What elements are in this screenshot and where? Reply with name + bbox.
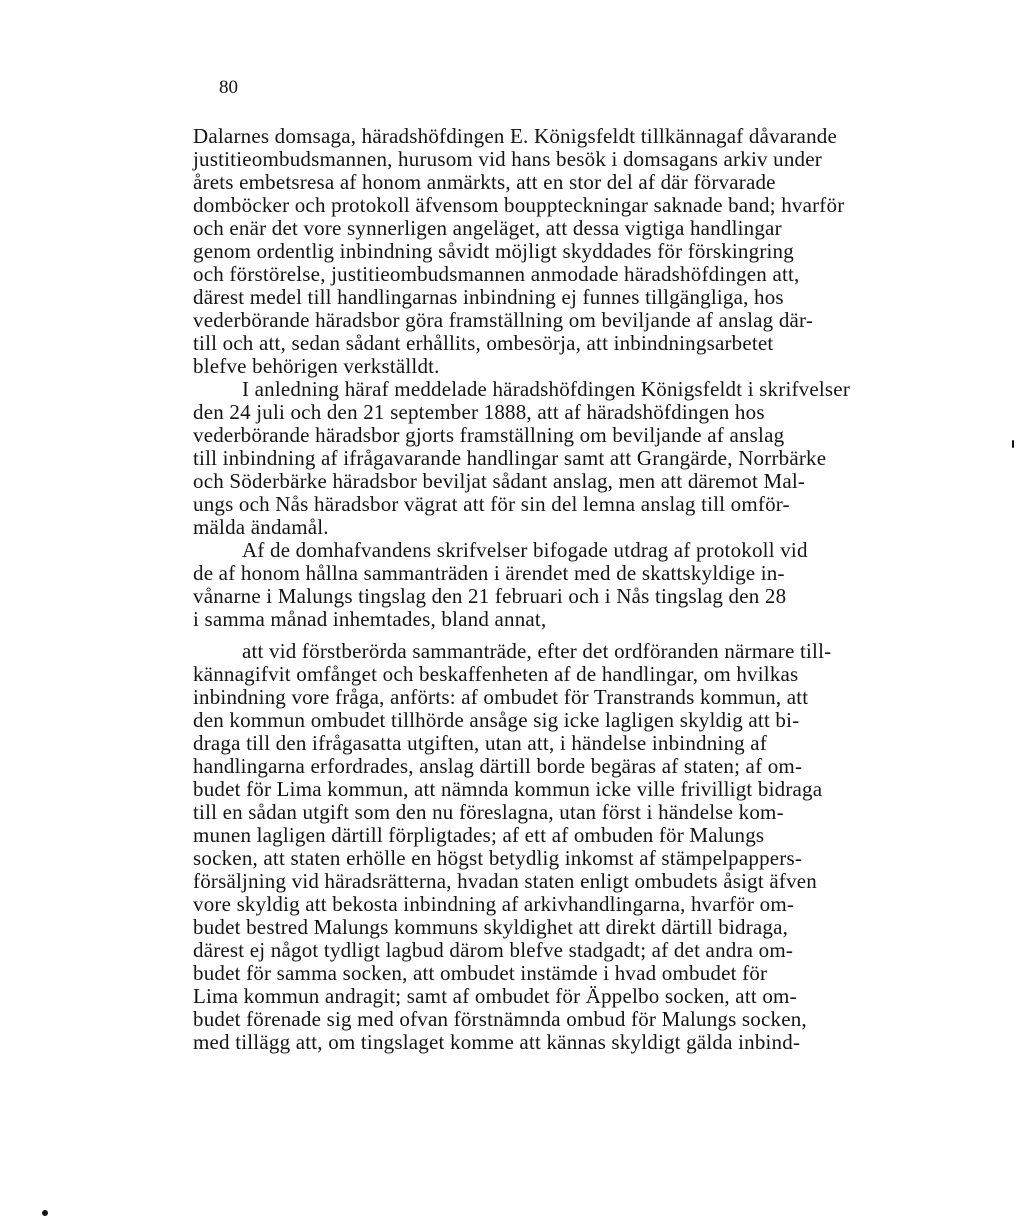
page-number: 80 [219, 77, 238, 98]
text-line: vederbörande häradsbor göra framställning om beviljande af anslag där- [193, 308, 814, 332]
scan-speck [42, 1210, 48, 1216]
text-line: till inbindning af ifrågavarande handlingar samt att Grangärde, Norrbärke [193, 446, 827, 470]
text-line: budet för samma socken, att ombudet instämde i hvad ombudet för [193, 961, 768, 985]
text-line: därest ej något tydligt lagbud därom blefve stadgadt; af det andra om- [193, 938, 794, 962]
text-line: handlingarna erfordrades, anslag därtill borde begäras af staten; af om- [193, 754, 803, 778]
text-line: Lima kommun andragit; samt af ombudet för Äppelbo socken, att om- [193, 984, 797, 1008]
text-line: ungs och Nås häradsbor vägrat att för sin del lemna anslag till omför- [193, 492, 790, 516]
text-line: I anledning häraf meddelade häradshöfdingen Königsfeldt i skrifvelser [242, 377, 851, 401]
text-line: blefve behörigen verkställdt. [193, 354, 440, 378]
text-line: budet bestred Malungs kommuns skyldighet att direkt därtill bidraga, [193, 915, 789, 939]
text-line: genom ordentlig inbindning såvidt möjligt skyddades för förskingring [193, 239, 794, 263]
text-line: och förstörelse, justitieombudsmannen anmodade häradshöfdingen att, [193, 262, 800, 286]
scan-speck [1012, 440, 1014, 448]
text-line: justitieombudsmannen, hurusom vid hans besök i domsagans arkiv under [193, 147, 822, 171]
text-line: vånarne i Malungs tingslag den 21 februari och i Nås tingslag den 28 [193, 584, 787, 608]
text-line: munen lagligen därtill förpligtades; af ett af ombuden för Malungs [193, 823, 765, 847]
text-line: till och att, sedan sådant erhållits, ombesörja, att inbindningsarbetet [193, 331, 774, 355]
text-line: med tillägg att, om tingslaget komme att kännas skyldigt gälda inbind- [193, 1030, 801, 1054]
text-line: och enär det vore synnerligen angeläget, att dessa vigtiga handlingar [193, 216, 782, 240]
text-line: budet för Lima kommun, att nämnda kommun icke ville frivilligt bidraga [193, 777, 823, 801]
text-line: vore skyldig att bekosta inbindning af arkivhandlingarna, hvarför om- [193, 892, 795, 916]
text-line: Af de domhafvandens skrifvelser bifogade utdrag af protokoll vid [242, 538, 808, 562]
text-line: de af honom hållna sammanträden i ärendet med de skattskyldige in- [193, 561, 785, 585]
text-line: den kommun ombudet tillhörde ansåge sig icke lagligen skyldig att bi- [193, 708, 800, 732]
text-line: försäljning vid häradsrätterna, hvadan staten enligt ombudets åsigt äfven [193, 869, 817, 893]
text-line: i samma månad inhemtades, bland annat, [193, 607, 547, 631]
text-line: vederbörande häradsbor gjorts framställning om beviljande af anslag [193, 423, 785, 447]
text-line: kännagifvit omfånget och beskaffenheten af de handlingar, om hvilkas [193, 662, 799, 686]
text-line: budet förenade sig med ofvan förstnämnda ombud för Malungs socken, [193, 1007, 807, 1031]
text-line: den 24 juli och den 21 september 1888, att af häradshöfdingen hos [193, 400, 765, 424]
text-line: därest medel till handlingarnas inbindning ej funnes tillgängliga, hos [193, 285, 784, 309]
text-line: domböcker och protokoll äfvensom bouppteckningar saknade band; hvarför [193, 193, 845, 217]
text-line: och Söderbärke häradsbor beviljat sådant anslag, men att däremot Mal- [193, 469, 806, 493]
text-line: inbindning vore fråga, anförts: af ombudet för Transtrands kommun, att [193, 685, 809, 709]
text-line: årets embetsresa af honom anmärkts, att en stor del af där förvarade [193, 170, 776, 194]
text-line: mälda ändamål. [193, 515, 329, 539]
text-line: socken, att staten erhölle en högst betydlig inkomst af stämpelpappers- [193, 846, 803, 870]
text-line: till en sådan utgift som den nu föreslagna, utan först i händelse kom- [193, 800, 784, 824]
text-line: att vid förstberörda sammanträde, efter det ordföranden närmare till- [242, 639, 832, 663]
text-line: draga till den ifrågasatta utgiften, utan att, i händelse inbindning af [193, 731, 768, 755]
text-line: Dalarnes domsaga, häradshöfdingen E. Königsfeldt tillkännagaf dåvarande [193, 124, 837, 148]
